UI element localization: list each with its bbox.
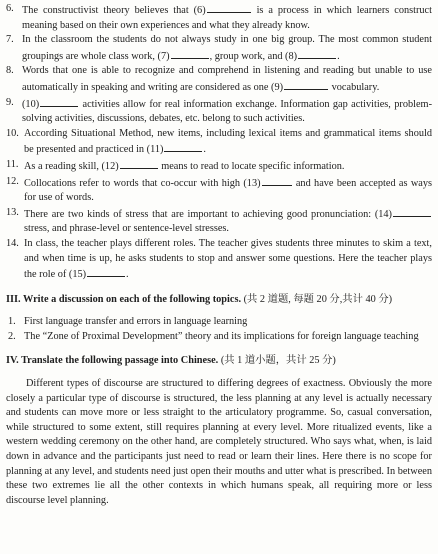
answer-blank [262, 175, 292, 186]
question-12 [6, 175, 432, 206]
answer-blank [120, 158, 158, 169]
question-number: 6. [6, 3, 14, 14]
question-text: In class, the teacher plays different roles. The teacher gives students three minutes to skim a text, and when time is up, he asks students to stop and answer some questions. Here the teacher plays the role of (15) . [24, 237, 432, 281]
topic-number: 2. [8, 330, 16, 342]
question-number: 11. [6, 158, 19, 170]
question-7 [6, 33, 432, 64]
answer-blank [87, 266, 125, 277]
question-number: 13. [6, 206, 19, 218]
question-6 [6, 2, 432, 33]
question-text: According Situational Method, new items, including lexical items and grammatical items should be presented and practiced in (11) . [24, 127, 432, 156]
section-3-heading: III. Write a discussion on each of the following topics. (共 2 道题, 每题 20 分,共计 40 分) [6, 293, 393, 305]
answer-blank [284, 79, 328, 90]
topic-number: 1. [8, 316, 16, 328]
question-8 [6, 64, 432, 95]
translation-passage: Different types of discourse are structured to differing degrees of exactness. Obviously the more closely a particular type of discourse is structured, the less planning at any level is actually necessary and students can move more or less straight to the articulatory programme. So, casual conversation, while structured to some extent, still requires planning at every level. More ritualized events, like a western wedding ceremony on the other hand, are completely structured. Who says what, when, is laid down in advance and the participants just need to read or learn their lines. Here there is no scope for planning at any level, and students need just open their mouths and utter what is prescribed. In between these two extremes lie all the other contexts in which humans speak, all requiring more or less discourse level planning. [6, 378, 432, 506]
question-number: 8. [6, 65, 14, 77]
answer-blank [171, 48, 209, 59]
question-13 [6, 206, 432, 237]
answer-blank [298, 48, 336, 59]
question-text: There are two kinds of stress that are important to achieving good pronunciation: (14) stress, and phrase-level or sentence-level stresses. [24, 206, 432, 237]
question-11 [6, 158, 432, 175]
question-text: In the classroom the students do not always study in one big group. The most common student groupings are whole class work, (7) , group work, and (8) . [22, 34, 432, 62]
answer-blank [207, 2, 251, 13]
topic-text: The “Zone of Proximal Development” theory and its implications for foreign language teaching [24, 330, 419, 342]
topic-text: First language transfer and errors in language learning [24, 316, 248, 328]
question-10 [6, 127, 432, 158]
question-text: Collocations refer to words that co-occur with high (13) and have been accepted as ways for use of words. [24, 175, 432, 206]
question-14 [6, 237, 432, 283]
discussion-topic-list [6, 315, 432, 344]
question-number: 14. [6, 237, 19, 249]
question-9 [6, 96, 432, 127]
question-text: The constructivist theory believes that (6) is a process in which learners construct meaning based on their own experiences and what they already know. [22, 2, 432, 33]
topic-2 [8, 330, 432, 345]
question-list-fill-blank [6, 2, 432, 283]
question-number: 10. [6, 127, 19, 139]
question-number: 9. [6, 96, 14, 108]
answer-blank [164, 141, 202, 152]
question-number: 7. [6, 34, 14, 46]
question-text: Words that one is able to recognize and comprehend in listening and reading but unable to use automatically in speaking and writing are considered as one (9) vocabulary. [22, 65, 432, 93]
answer-blank [40, 96, 78, 107]
answer-blank [393, 206, 431, 217]
topic-1 [8, 315, 432, 330]
question-text: As a reading skill, (12) means to read to locate specific information. [24, 158, 432, 175]
question-number: 12. [6, 175, 19, 187]
question-text: (10) activities allow for real information exchange. Information gap activities, problem-solving activities, discussions, debates, etc. belong to such activities. [22, 96, 432, 127]
section-4-heading: IV. Translate the following passage into Chinese. (共 1 道小题，共计 25 分) [6, 355, 336, 367]
